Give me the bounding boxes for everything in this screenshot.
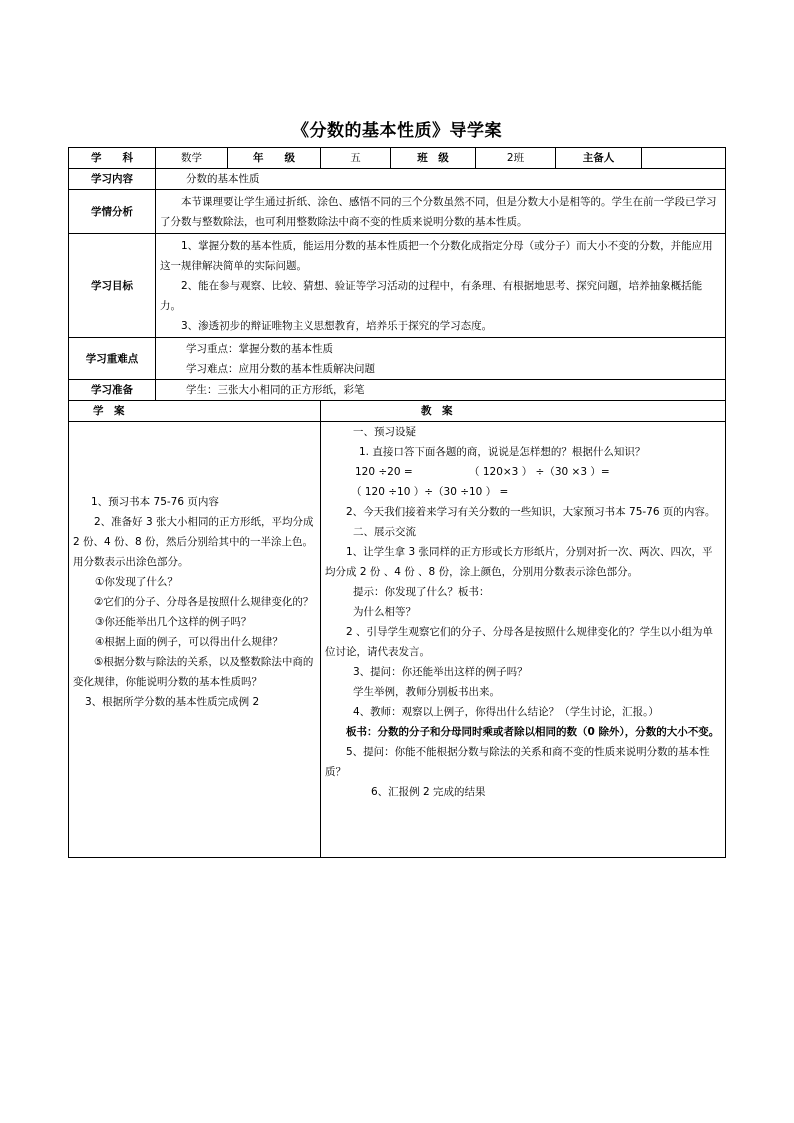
student-step: 1、预习书本 75-76 页内容 xyxy=(91,496,219,508)
page-title: 《分数的基本性质》导学案 xyxy=(292,121,502,141)
prep-text: 学生：三张大小相同的正方形纸，彩笔 xyxy=(156,380,726,401)
prep-row xyxy=(69,380,726,401)
student-question: ③你还能举出几个这样的例子吗？ xyxy=(95,616,252,628)
equation: （ 120 ÷10 ）÷（30 ÷10 ） = xyxy=(351,486,509,498)
grade-value: 五 xyxy=(321,148,391,169)
preparer-label: 主备人 xyxy=(556,148,642,169)
analysis-label: 学情分析 xyxy=(69,190,156,234)
keypoints-label: 学习重难点 xyxy=(69,338,156,380)
columns-header-row xyxy=(69,401,726,422)
student-question: ②它们的分子、分母各是按照什么规律变化的？ xyxy=(94,596,314,608)
teacher-note: 学生举例，教师分别板书出来。 xyxy=(353,686,500,698)
teacher-step: 1、让学生拿 3 张同样的正方形或长方形纸片，分别对折一次、两次、四次，平均分成 2 份 、4 份 、8 份，涂上颜色，分别用分数表示涂色部分。 xyxy=(325,546,713,578)
goals-label: 学习目标 xyxy=(69,234,156,338)
equation: （ 120×3 ） ÷（30 ×3 ）= xyxy=(469,466,610,478)
analysis-text: 本节课理要让学生通过折纸、涂色、感悟不同的三个分数虽然不同，但是分数大小是相等的。学生在前一学段已学习了分数与整数除法，也可利用整数除法中商不变的性质来说明分数的基本性质。 xyxy=(160,195,717,228)
class-label: 班 级 xyxy=(391,148,476,169)
analysis-row xyxy=(69,190,726,234)
content-text: 分数的基本性质 xyxy=(156,169,726,190)
teacher-step: 2 、引导学生观察它们的分子、分母各是按照什么规律变化的？学生以小组为单位讨论，请代表发言。 xyxy=(325,626,714,658)
goal-item: 3、渗透初步的辩证唯物主义思想教育，培养乐于探究的学习态度。 xyxy=(181,319,493,332)
goals-row xyxy=(69,234,726,338)
section-heading: 一、预习设疑 xyxy=(353,426,416,438)
content-row xyxy=(69,169,726,190)
student-step: 2、准备好 3 张大小相同的正方形纸，平均分成 2 份、4 份、8 份，然后分别给其中的一半涂上色。用分数表示出涂色部分。 xyxy=(73,516,314,568)
student-question: ⑤根据分数与除法的关系，以及整数除法中商的变化规律，你能说明分数的基本性质吗？ xyxy=(73,656,314,688)
class-value: 2班 xyxy=(476,148,556,169)
difficult-point: 学习难点：应用分数的基本性质解决问题 xyxy=(186,362,375,375)
subject-value: 数学 xyxy=(156,148,228,169)
keypoints-cell xyxy=(156,338,726,380)
teacher-step: 6、汇报例 2 完成的结果 xyxy=(371,786,486,798)
student-step: 3、根据所学分数的基本性质完成例 2 xyxy=(85,696,260,708)
subject-label: 学 科 xyxy=(69,148,156,169)
teacher-step: 3、提问：你还能举出这样的例子吗？ xyxy=(353,666,528,678)
student-question: ①你发现了什么？ xyxy=(95,576,178,588)
student-question: ④根据上面的例子，可以得出什么规律？ xyxy=(95,636,283,648)
keypoints-row xyxy=(69,338,726,380)
teacher-question: 1. 直接口答下面各题的商，说说是怎样想的？根据什么知识？ xyxy=(359,446,646,458)
student-plan-cell xyxy=(69,422,321,858)
header-row xyxy=(69,148,726,169)
goal-item: 1、掌握分数的基本性质，能运用分数的基本性质把一个分数化成指定分母（或分子）而大小不变的分数，并能应用这一规律解决简单的实际问题。 xyxy=(160,239,713,272)
preparer-value xyxy=(642,148,726,169)
goal-item: 2、能在参与观察、比较、猜想、验证等学习活动的过程中，有条理、有根据地思考、探究问题，培养抽象概括能力。 xyxy=(160,279,703,312)
left-column-header: 学 案 xyxy=(69,401,321,422)
section-heading: 二、展示交流 xyxy=(353,526,416,538)
key-point: 学习重点：掌握分数的基本性质 xyxy=(186,342,333,355)
board-writing: 板书：分数的分子和分母同时乘或者除以相同的数（0 除外），分数的大小不变。 xyxy=(346,726,720,738)
prep-label: 学习准备 xyxy=(69,380,156,401)
grade-label: 年 级 xyxy=(228,148,321,169)
teacher-step: 5、提问：你能不能根据分数与除法的关系和商不变的性质来说明分数的基本性质？ xyxy=(325,746,710,778)
equation-line xyxy=(325,462,721,482)
teacher-step: 4、教师：观察以上例子，你得出什么结论？（学生讨论，汇报。） xyxy=(353,706,659,718)
teacher-plan-cell xyxy=(321,422,726,858)
analysis-cell xyxy=(156,190,726,234)
lesson-plan-table xyxy=(68,147,726,858)
goals-cell xyxy=(156,234,726,338)
equation: 120 ÷20 = xyxy=(355,466,413,478)
body-row xyxy=(69,422,726,858)
teacher-note: 提示：你发现了什么？板书： xyxy=(353,586,490,598)
teacher-step: 2、今天我们接着来学习有关分数的一些知识，大家预习书本 75-76 页的内容。 xyxy=(346,506,716,518)
content-label: 学习内容 xyxy=(69,169,156,190)
right-column-header: 教 案 xyxy=(321,401,726,422)
teacher-note: 为什么相等？ xyxy=(353,606,416,618)
